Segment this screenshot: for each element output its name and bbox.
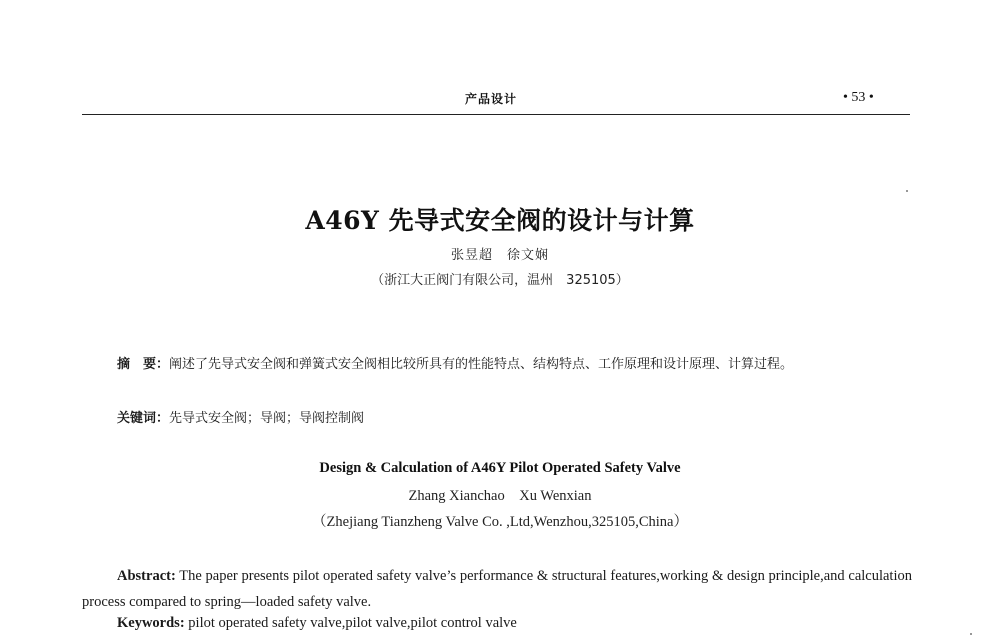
english-keywords-label: Keywords:	[117, 615, 185, 631]
english-affiliation: （Zhejiang Tianzheng Valve Co. ,Ltd,Wenzhou,325105,China）	[312, 514, 688, 530]
chinese-authors: 张昱超 徐文娴	[450, 248, 549, 263]
english-abstract-label: Abstract:	[117, 568, 176, 584]
chinese-abstract-label: 摘 要：	[117, 357, 170, 372]
scan-speck	[970, 633, 972, 635]
chinese-affiliation: （浙江大正阀门有限公司，温州 325105）	[371, 273, 629, 288]
page-header	[0, 0, 1000, 120]
header-rule	[82, 114, 910, 115]
scan-speck	[906, 190, 908, 192]
chinese-abstract-text: 阐述了先导式安全阀和弹簧式安全阀相比较所具有的性能特点、结构特点、工作原理和设计原理、计算过程。	[169, 357, 794, 372]
english-keywords-text: pilot operated safety valve,pilot valve,pilot control valve	[184, 615, 517, 631]
english-keywords	[117, 615, 517, 632]
chinese-keywords-label: 关键词：	[117, 411, 170, 426]
chinese-abstract	[82, 352, 912, 377]
chinese-keywords-text: 先导式安全阀；导阀；导阀控制阀	[169, 411, 365, 426]
english-abstract	[82, 563, 912, 615]
chinese-title: A46Y 先导式安全阀的设计与计算	[305, 206, 695, 235]
chinese-keywords	[117, 407, 364, 426]
english-authors: Zhang Xianchao Xu Wenxian	[408, 488, 592, 504]
english-abstract-text: The paper presents pilot operated safety valve’s performance & structural features,working & design principle,and calculation process compared to spring—loaded safety valve.	[82, 568, 912, 610]
english-title: Design & Calculation of A46Y Pilot Operated Safety Valve	[319, 460, 681, 476]
page-number: • 53 •	[843, 90, 874, 105]
running-title: 产品设计	[465, 92, 518, 106]
